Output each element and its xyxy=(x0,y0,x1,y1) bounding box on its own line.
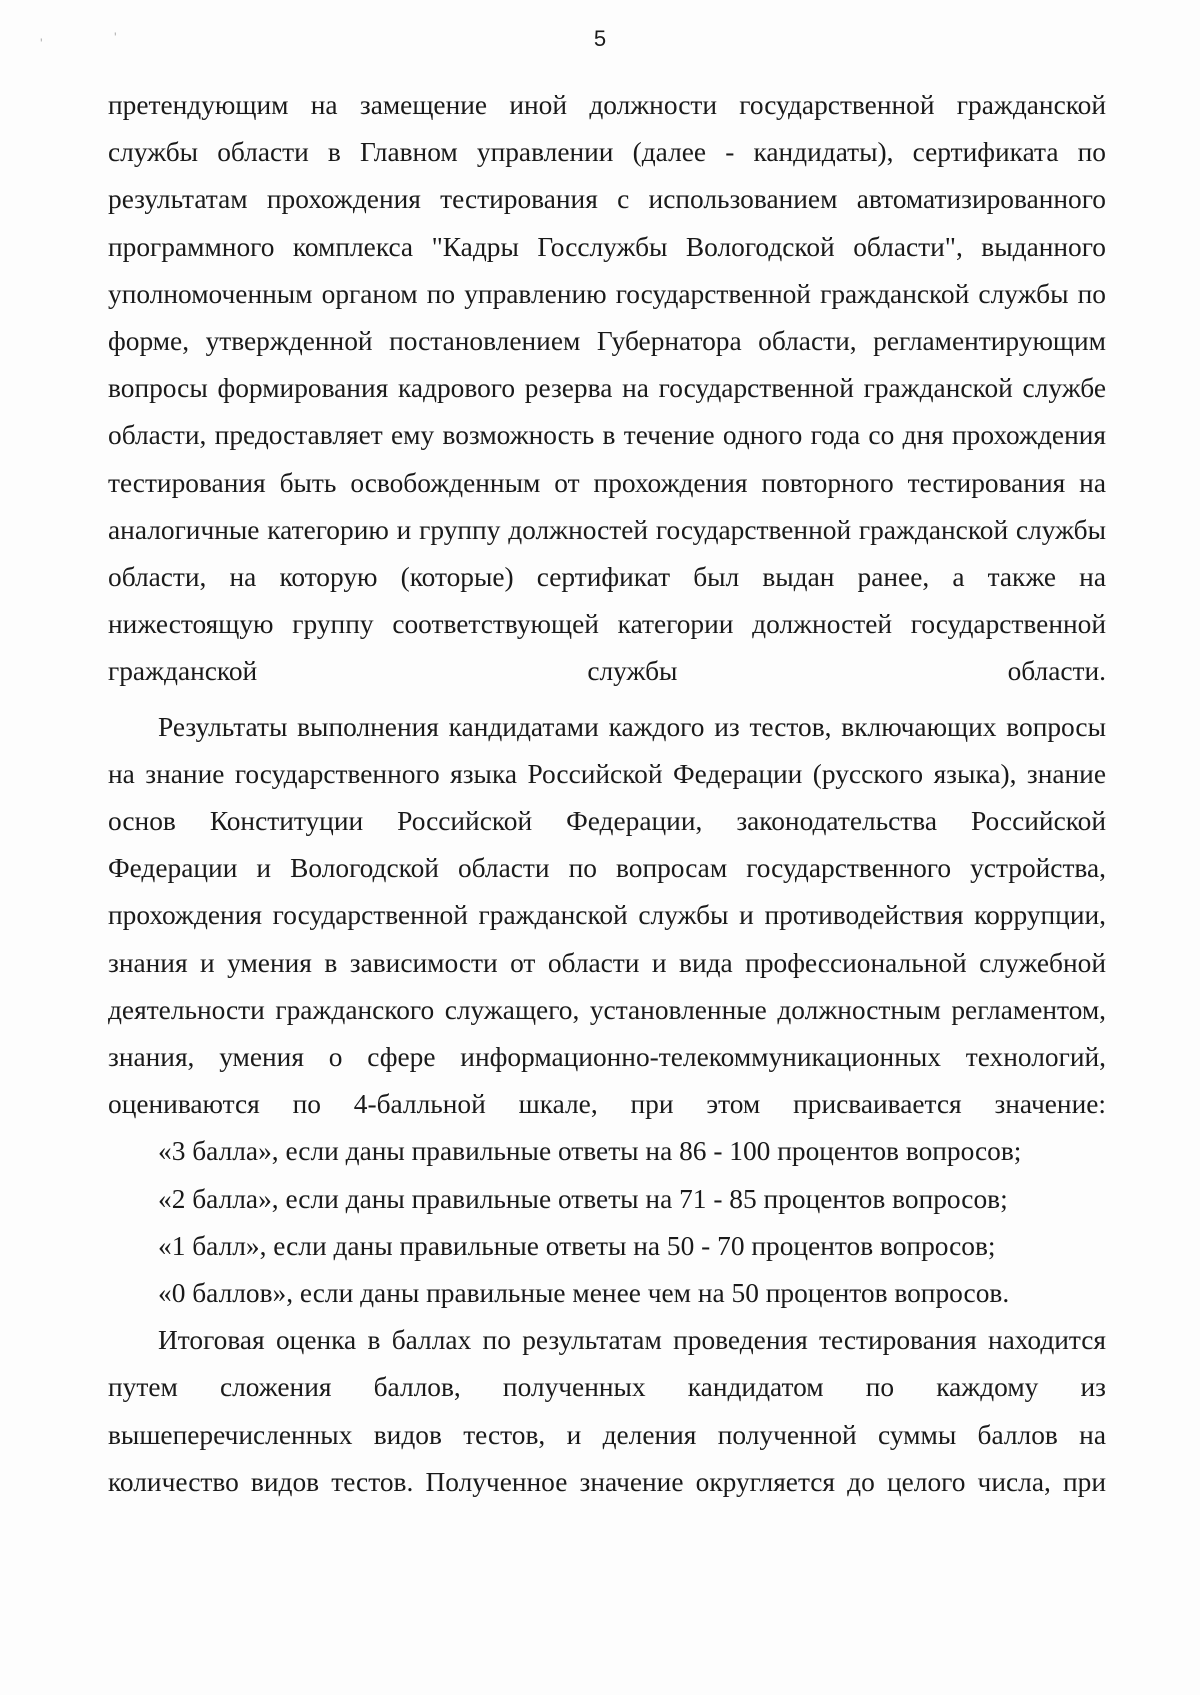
score-item-1: «1 балл», если даны правильные ответы на 50 - 70 процентов вопросов; xyxy=(158,1230,996,1261)
paragraph-test-results: Результаты выполнения кандидатами каждого из тестов, включающих вопросы на знание государственного языка Российской Федерации (русского языка), знание основ Конституции Российской Федерации, законодательства Российской Федерации и Вологодской области по вопросам государственного устройства, прохождения государственной гражданской службы и противодействия коррупции, знания и умения в зависимости от области и вида профессиональной служебной деятельности гражданского служащего, установленные должностным регламентом, знания, умения о сфере информационно-телекоммуникационных технологий, оцениваются по 4-балльной шкале, при этом присваивается значение: xyxy=(108,711,1106,1120)
paragraph-final-score: Итоговая оценка в баллах по результатам проведения тестирования находится путем сложения баллов, полученных кандидатом по каждому из вышеперечисленных видов тестов, и деления полученной суммы баллов на количество видов тестов. Полученное значение округляется до целого числа, при xyxy=(108,1325,1106,1497)
score-item-3: «3 балла», если даны правильные ответы на 86 - 100 процентов вопросов; xyxy=(158,1136,1022,1167)
score-item-0: «0 баллов», если даны правильные менее чем на 50 процентов вопросов. xyxy=(158,1278,1010,1309)
document-body xyxy=(108,82,1106,1506)
page-number: 5 xyxy=(593,26,607,51)
score-list xyxy=(108,1128,1106,1317)
scan-mark: ' xyxy=(40,35,43,51)
paragraph-certificate: претендующим на замещение иной должности государственной гражданской службы области в Главном управлении (далее - кандидаты), сертификата по результатам прохождения тестирования с использованием автоматизированного программного комплекса "Кадры Госслужбы Вологодской области", выданного уполномоченным органом по управлению государственной гражданской службы по форме, утвержденной постановлением Губернатора области, регламентирующим вопросы формирования кадрового резерва на государственной гражданской службе области, предоставляет ему возможность в течение одного года со дня прохождения тестирования быть освобожденным от прохождения повторного тестирования на аналогичные категорию и группу должностей государственной гражданской службы области, на которую (которые) сертификат был выдан ранее, а также на нижестоящую группу соответствующей категории должностей государственной гражданской службы области. xyxy=(108,90,1106,687)
score-item-2: «2 балла», если даны правильные ответы на 71 - 85 процентов вопросов; xyxy=(158,1183,1008,1214)
scan-mark: ' xyxy=(114,29,117,45)
